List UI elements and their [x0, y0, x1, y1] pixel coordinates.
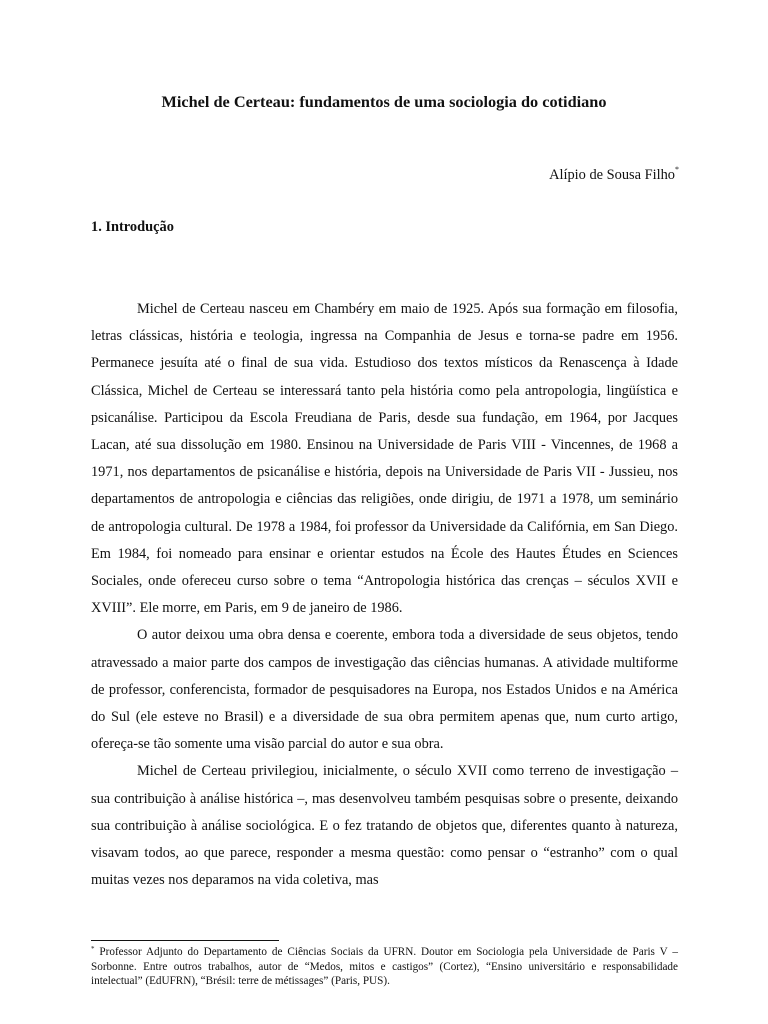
footnote-divider [91, 940, 279, 941]
footnote-marker: * [91, 945, 95, 953]
section-heading: 1. Introdução [91, 219, 174, 235]
author-name: Alípio de Sousa Filho [549, 167, 675, 183]
body-text [91, 296, 678, 894]
author-line [549, 167, 679, 184]
footnote-text: Professor Adjunto do Departamento de Ciências Sociais da UFRN. Doutor em Sociologia pela Universidade de Paris V – Sorbonne. Entre outros trabalhos, autor de “Medos, mitos e castigos” (Cortez), “Ensino universitário e responsabilidade intelectual” (EdUFRN), “Brésil: terre de métissages” (Paris, PUS). [91, 946, 678, 988]
document-title: Michel de Certeau: fundamentos de uma sociologia do cotidiano [161, 92, 607, 111]
footnote [91, 945, 678, 989]
paragraph-2: O autor deixou uma obra densa e coerente, embora toda a diversidade de seus objetos, tendo atravessado a maior parte dos campos de investigação das ciências humanas. A atividade multiforme de professor, conferencista, formador de pesquisadores na Europa, nos Estados Unidos e na América do Sul (ele esteve no Brasil) e a diversidade de sua obra permitem apenas que, num curto artigo, ofereça-se tão somente uma visão parcial do autor e sua obra. [91, 627, 678, 753]
author-footnote-marker: * [675, 165, 679, 174]
paragraph-3: Michel de Certeau privilegiou, inicialmente, o século XVII como terreno de investigação – sua contribuição à análise histórica –, mas desenvolveu também pesquisas sobre o presente, deixando sua contribuição à análise sociológica. E o fez tratando de objetos que, diferentes quanto à natureza, visavam todos, ao que parece, responder a mesma questão: como pensar o “estranho” com o qual muitas vezes nos deparamos na vida coletiva, mas [91, 763, 678, 889]
paragraph-1: Michel de Certeau nasceu em Chambéry em maio de 1925. Após sua formação em filosofia, letras clássicas, história e teologia, ingressa na Companhia de Jesus e torna-se padre em 1956. Permanece jesuíta até o final de sua vida. Estudioso dos textos místicos da Renascença à Idade Clássica, Michel de Certeau se interessará tanto pela história como pela antropologia, lingüística e psicanálise. Participou da Escola Freudiana de Paris, desde sua fundação, em 1964, por Jacques Lacan, até sua dissolução em 1980. Ensinou na Universidade de Paris VIII - Vincennes, de 1968 a 1971, nos departamentos de psicanálise e história, depois na Universidade de Paris VII - Jussieu, nos departamentos de antropologia e ciências das religiões, onde dirigiu, de 1971 a 1978, um seminário de antropologia cultural. De 1978 a 1984, foi professor da Universidade da Califórnia, em San Diego. Em 1984, foi nomeado para ensinar e orientar estudos na École des Hautes Études en Sciences Sociales, onde ofereceu curso sobre o tema “Antropologia histórica das crenças – séculos XVII e XVIII”. Ele morre, em Paris, em 9 de janeiro de 1986. [91, 301, 678, 617]
